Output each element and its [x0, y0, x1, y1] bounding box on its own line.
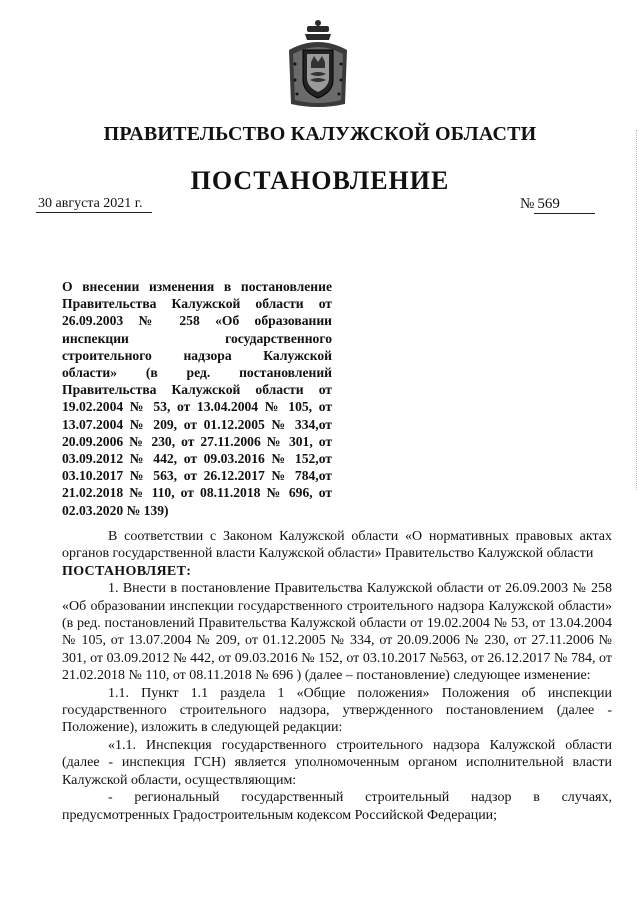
government-name: ПРАВИТЕЛЬСТВО КАЛУЖСКОЙ ОБЛАСТИ: [103, 123, 537, 145]
clause-quote-1-1: «1.1. Инспекция государственного строительного надзора Калужской области (далее - инспекция ГСН) является уполномоченным органом исполнительной власти Калужской области, осуществляющим:: [62, 737, 612, 788]
number-value: 569: [534, 196, 595, 214]
document-date: 30 августа 2021 г.: [38, 196, 143, 211]
clause-list-item: - региональный государственный строительный надзор в случаях, предусмотренных Градостроительным кодексом Российской Федерации;: [62, 790, 612, 823]
document-subject: О внесении изменения в постановление Правительства Калужской области от 26.09.2003 № 258 «Об образовании инспекции государственного строительного надзора Калужской области» (в ред. постановлений Правительства Калужской области от 19.02.2004 № 53, от 13.04.2004 № 105, от 13.07.2004 № 209, от 01.12.2005 № 334,от 20.09.2006 № 230, от 27.11.2006 № 301, от 03.09.2012 № 442, от 09.03.2016 № 152,от 03.10.2017 № 563, от 26.12.2017 № 784,от 21.02.2018 № 110, от 08.11.2018 № 696, от 02.03.2020 № 139): [62, 279, 332, 518]
document-body: [62, 528, 612, 824]
number-prefix: №: [520, 196, 535, 212]
coat-of-arms-emblem: [283, 20, 353, 110]
document-type: ПОСТАНОВЛЕНИЕ: [190, 166, 450, 195]
resolves-heading: ПОСТАНОВЛЯЕТ:: [62, 563, 192, 579]
scan-margin-mark: [636, 130, 638, 490]
clause-1: 1. Внести в постановление Правительства Калужской области от 26.09.2003 № 258 «Об образовании инспекции государственного строительного надзора Калужской области» (в ред. постановлений Правительства Калужской области от 19.02.2004 № 53, от 13.04.2004 № 105, от 13.07.2004 № 209, от 01.12.2005 № 334, от 20.09.2006 № 230, от 27.11.2006 № 301, от 03.09.2012 № 442, от 09.03.2016 № 152, от 03.10.2017 №563, от 26.12.2017 № 784, от 21.02.2018 № 110, от 08.11.2018 № 696 ) (далее – постановление) следующее изменение:: [62, 581, 612, 684]
clause-1-1: 1.1. Пункт 1.1 раздела 1 «Общие положения» Положения об инспекции государственного строительного надзора, утвержденного постановлением (далее - Положение), изложить в следующей редакции:: [62, 685, 612, 736]
preamble-paragraph: В соответствии с Законом Калужской области «О нормативных правовых актах органов государственной власти Калужской области» Правительство Калужской области: [62, 529, 612, 562]
document-number: [520, 196, 595, 214]
date-underline: [36, 212, 152, 213]
